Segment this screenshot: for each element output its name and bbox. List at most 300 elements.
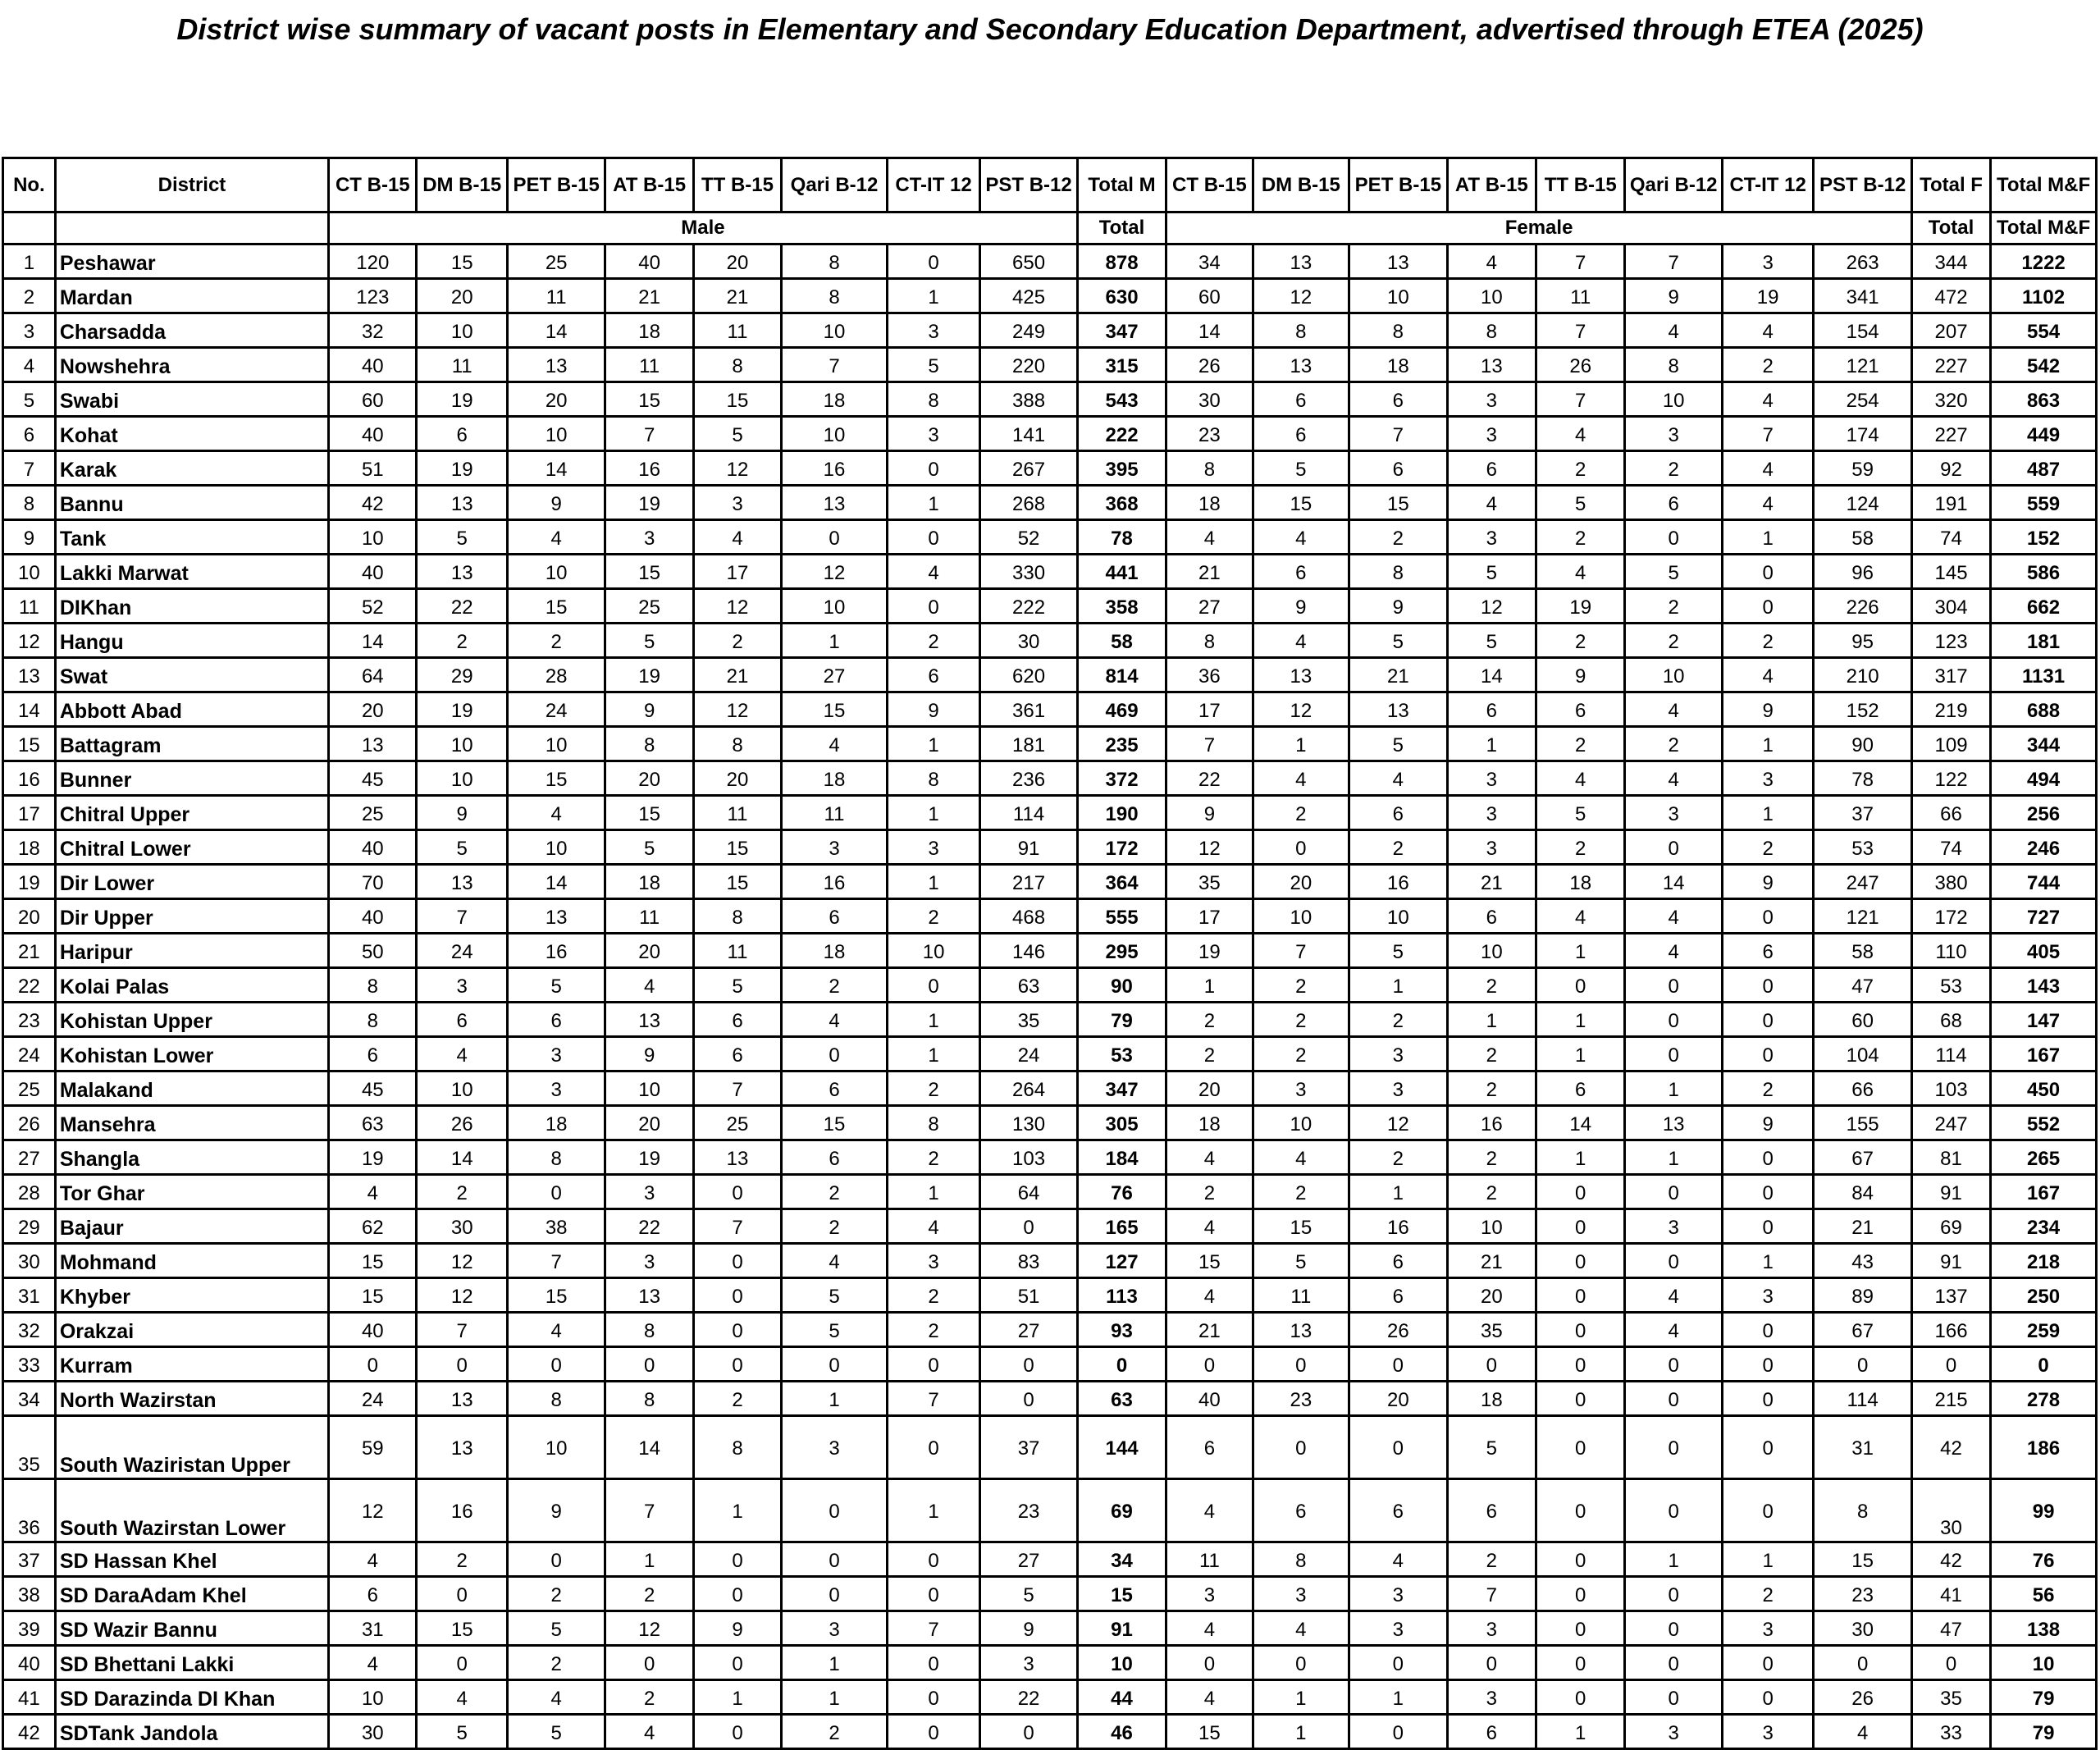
total-male: 10 bbox=[1077, 1646, 1166, 1680]
female-value: 12 bbox=[1447, 589, 1536, 624]
total-male: 630 bbox=[1077, 279, 1166, 313]
female-value: 20 bbox=[1447, 1278, 1536, 1313]
header-male-col: CT B-15 bbox=[329, 158, 417, 212]
row-number: 9 bbox=[3, 520, 56, 555]
female-value: 9 bbox=[1722, 1106, 1813, 1140]
female-value: 21 bbox=[1814, 1209, 1912, 1244]
header-male-col: TT B-15 bbox=[693, 158, 781, 212]
total-female: 91 bbox=[1911, 1244, 1990, 1278]
female-value: 34 bbox=[1166, 244, 1253, 279]
header-total-m: Total M bbox=[1077, 158, 1166, 212]
district-name: Tor Ghar bbox=[55, 1175, 328, 1209]
male-value: 0 bbox=[693, 1715, 781, 1749]
male-value: 15 bbox=[782, 692, 888, 727]
male-value: 51 bbox=[980, 1278, 1078, 1313]
female-value: 3 bbox=[1349, 1577, 1448, 1611]
male-value: 13 bbox=[417, 1382, 507, 1416]
female-value: 11 bbox=[1253, 1278, 1349, 1313]
female-value: 19 bbox=[1166, 934, 1253, 968]
female-value: 2 bbox=[1253, 796, 1349, 830]
male-value: 25 bbox=[329, 796, 417, 830]
male-value: 19 bbox=[605, 658, 693, 692]
female-value: 4 bbox=[1625, 692, 1723, 727]
row-number: 20 bbox=[3, 899, 56, 934]
male-value: 8 bbox=[605, 727, 693, 761]
female-value: 67 bbox=[1814, 1140, 1912, 1175]
female-value: 19 bbox=[1536, 589, 1625, 624]
female-value: 1 bbox=[1349, 968, 1448, 1003]
table-row bbox=[3, 1715, 2097, 1749]
female-value: 0 bbox=[1625, 1416, 1723, 1479]
total-female: 91 bbox=[1911, 1175, 1990, 1209]
table-row bbox=[3, 1646, 2097, 1680]
total-male: 44 bbox=[1077, 1680, 1166, 1715]
total-female: 53 bbox=[1911, 968, 1990, 1003]
female-value: 26 bbox=[1349, 1313, 1448, 1347]
total-male-female: 278 bbox=[1991, 1382, 2097, 1416]
female-value: 6 bbox=[1349, 1278, 1448, 1313]
female-value: 7 bbox=[1253, 934, 1349, 968]
female-value: 1 bbox=[1625, 1140, 1723, 1175]
female-value: 8 bbox=[1166, 451, 1253, 486]
male-value: 12 bbox=[329, 1479, 417, 1542]
male-value: 1 bbox=[887, 1479, 979, 1542]
male-value: 0 bbox=[417, 1577, 507, 1611]
total-male: 79 bbox=[1077, 1003, 1166, 1037]
female-value: 6 bbox=[1349, 1244, 1448, 1278]
total-male: 372 bbox=[1077, 761, 1166, 796]
header-male-col: PET B-15 bbox=[507, 158, 605, 212]
district-name: Khyber bbox=[55, 1278, 328, 1313]
district-name: Haripur bbox=[55, 934, 328, 968]
female-value: 8 bbox=[1166, 624, 1253, 658]
male-value: 10 bbox=[417, 727, 507, 761]
male-value: 15 bbox=[417, 1611, 507, 1646]
total-female: 92 bbox=[1911, 451, 1990, 486]
male-value: 19 bbox=[417, 382, 507, 417]
row-number: 19 bbox=[3, 865, 56, 899]
female-value: 4 bbox=[1722, 451, 1813, 486]
male-value: 13 bbox=[507, 899, 605, 934]
male-value: 8 bbox=[605, 1313, 693, 1347]
district-name: Chitral Upper bbox=[55, 796, 328, 830]
male-value: 9 bbox=[507, 1479, 605, 1542]
female-value: 13 bbox=[1447, 348, 1536, 382]
male-value: 15 bbox=[693, 382, 781, 417]
district-name: Dir Lower bbox=[55, 865, 328, 899]
female-value: 3 bbox=[1447, 796, 1536, 830]
female-value: 3 bbox=[1447, 417, 1536, 451]
male-value: 2 bbox=[887, 1140, 979, 1175]
female-value: 0 bbox=[1447, 1646, 1536, 1680]
male-value: 5 bbox=[605, 624, 693, 658]
male-value: 0 bbox=[782, 1577, 888, 1611]
row-number: 25 bbox=[3, 1071, 56, 1106]
female-value: 4 bbox=[1447, 486, 1536, 520]
female-value: 0 bbox=[1536, 1175, 1625, 1209]
table-row bbox=[3, 382, 2097, 417]
female-value: 0 bbox=[1625, 1646, 1723, 1680]
female-value: 66 bbox=[1814, 1071, 1912, 1106]
male-value: 30 bbox=[329, 1715, 417, 1749]
table-row bbox=[3, 1416, 2097, 1479]
male-value: 52 bbox=[980, 520, 1078, 555]
total-male: 395 bbox=[1077, 451, 1166, 486]
male-value: 13 bbox=[417, 486, 507, 520]
female-value: 154 bbox=[1814, 313, 1912, 348]
male-value: 16 bbox=[507, 934, 605, 968]
male-value: 0 bbox=[693, 1313, 781, 1347]
male-value: 0 bbox=[887, 451, 979, 486]
total-female: 145 bbox=[1911, 555, 1990, 589]
district-name: Lakki Marwat bbox=[55, 555, 328, 589]
male-value: 6 bbox=[887, 658, 979, 692]
male-value: 11 bbox=[605, 899, 693, 934]
male-value: 6 bbox=[693, 1037, 781, 1071]
male-value: 5 bbox=[782, 1313, 888, 1347]
district-name: Bunner bbox=[55, 761, 328, 796]
male-value: 2 bbox=[887, 1278, 979, 1313]
female-value: 14 bbox=[1536, 1106, 1625, 1140]
total-female: 227 bbox=[1911, 417, 1990, 451]
male-value: 40 bbox=[329, 417, 417, 451]
female-value: 0 bbox=[1625, 1175, 1723, 1209]
row-number: 33 bbox=[3, 1347, 56, 1382]
female-value: 152 bbox=[1814, 692, 1912, 727]
male-value: 7 bbox=[887, 1382, 979, 1416]
male-value: 35 bbox=[980, 1003, 1078, 1037]
male-value: 7 bbox=[507, 1244, 605, 1278]
row-number: 26 bbox=[3, 1106, 56, 1140]
male-value: 12 bbox=[693, 451, 781, 486]
female-value: 0 bbox=[1536, 968, 1625, 1003]
male-value: 4 bbox=[887, 1209, 979, 1244]
header-female-col: TT B-15 bbox=[1536, 158, 1625, 212]
total-female: 191 bbox=[1911, 486, 1990, 520]
female-value: 19 bbox=[1722, 279, 1813, 313]
female-value: 12 bbox=[1253, 692, 1349, 727]
female-value: 0 bbox=[1722, 899, 1813, 934]
male-value: 0 bbox=[507, 1347, 605, 1382]
male-value: 3 bbox=[887, 830, 979, 865]
total-female: 114 bbox=[1911, 1037, 1990, 1071]
row-number: 3 bbox=[3, 313, 56, 348]
female-value: 4 bbox=[1625, 313, 1723, 348]
female-value: 1 bbox=[1536, 934, 1625, 968]
row-number: 6 bbox=[3, 417, 56, 451]
female-value: 6 bbox=[1349, 796, 1448, 830]
total-male-female: 138 bbox=[1991, 1611, 2097, 1646]
male-value: 2 bbox=[782, 1175, 888, 1209]
male-value: 6 bbox=[329, 1577, 417, 1611]
female-value: 0 bbox=[1536, 1209, 1625, 1244]
district-name: Shangla bbox=[55, 1140, 328, 1175]
table-row bbox=[3, 1140, 2097, 1175]
male-value: 7 bbox=[782, 348, 888, 382]
male-value: 0 bbox=[782, 1347, 888, 1382]
female-value: 4 bbox=[1166, 1479, 1253, 1542]
male-value: 0 bbox=[693, 1646, 781, 1680]
row-number: 35 bbox=[3, 1416, 56, 1479]
female-value: 37 bbox=[1814, 796, 1912, 830]
female-value: 0 bbox=[1722, 1140, 1813, 1175]
female-value: 0 bbox=[1625, 1479, 1723, 1542]
row-number: 8 bbox=[3, 486, 56, 520]
male-value: 9 bbox=[605, 1037, 693, 1071]
male-value: 24 bbox=[980, 1037, 1078, 1071]
female-value: 2 bbox=[1253, 968, 1349, 1003]
table-row bbox=[3, 968, 2097, 1003]
male-value: 0 bbox=[693, 1347, 781, 1382]
female-value: 4 bbox=[1253, 1140, 1349, 1175]
female-value: 0 bbox=[1253, 830, 1349, 865]
female-value: 16 bbox=[1349, 865, 1448, 899]
male-value: 8 bbox=[329, 1003, 417, 1037]
male-value: 141 bbox=[980, 417, 1078, 451]
male-value: 3 bbox=[605, 1244, 693, 1278]
female-value: 1 bbox=[1166, 968, 1253, 1003]
male-value: 8 bbox=[693, 899, 781, 934]
total-male-female: 494 bbox=[1991, 761, 2097, 796]
female-value: 247 bbox=[1814, 865, 1912, 899]
total-female: 68 bbox=[1911, 1003, 1990, 1037]
total-female: 207 bbox=[1911, 313, 1990, 348]
district-name: SD Wazir Bannu bbox=[55, 1611, 328, 1646]
male-value: 14 bbox=[507, 451, 605, 486]
female-value: 0 bbox=[1722, 968, 1813, 1003]
total-male-female: 405 bbox=[1991, 934, 2097, 968]
male-value: 17 bbox=[693, 555, 781, 589]
row-number: 7 bbox=[3, 451, 56, 486]
total-male-female: 256 bbox=[1991, 796, 2097, 830]
male-value: 3 bbox=[782, 1611, 888, 1646]
total-male-female: 79 bbox=[1991, 1680, 2097, 1715]
total-male: 90 bbox=[1077, 968, 1166, 1003]
total-male-female: 147 bbox=[1991, 1003, 2097, 1037]
female-value: 10 bbox=[1447, 279, 1536, 313]
female-value: 21 bbox=[1166, 555, 1253, 589]
row-number: 23 bbox=[3, 1003, 56, 1037]
male-value: 1 bbox=[782, 1382, 888, 1416]
male-value: 0 bbox=[980, 1347, 1078, 1382]
group-header-row bbox=[3, 212, 2097, 244]
male-value: 63 bbox=[329, 1106, 417, 1140]
female-value: 6 bbox=[1536, 692, 1625, 727]
district-name: South Waziristan Upper bbox=[55, 1416, 328, 1479]
male-value: 13 bbox=[329, 727, 417, 761]
total-female: 41 bbox=[1911, 1577, 1990, 1611]
male-value: 217 bbox=[980, 865, 1078, 899]
header-female-col: CT-IT 12 bbox=[1722, 158, 1813, 212]
female-value: 4 bbox=[1536, 761, 1625, 796]
female-value: 2 bbox=[1447, 1542, 1536, 1577]
male-value: 15 bbox=[329, 1244, 417, 1278]
row-number: 4 bbox=[3, 348, 56, 382]
male-value: 7 bbox=[417, 899, 507, 934]
row-number: 36 bbox=[3, 1479, 56, 1542]
male-value: 40 bbox=[329, 555, 417, 589]
male-value: 8 bbox=[782, 244, 888, 279]
table-row bbox=[3, 1106, 2097, 1140]
total-male-female: 259 bbox=[1991, 1313, 2097, 1347]
female-value: 21 bbox=[1447, 1244, 1536, 1278]
female-value: 11 bbox=[1536, 279, 1625, 313]
total-male-female: 1102 bbox=[1991, 279, 2097, 313]
male-value: 0 bbox=[693, 1244, 781, 1278]
header-total-f: Total F bbox=[1911, 158, 1990, 212]
male-value: 5 bbox=[693, 417, 781, 451]
total-male-female: 744 bbox=[1991, 865, 2097, 899]
female-value: 0 bbox=[1722, 1003, 1813, 1037]
male-value: 15 bbox=[507, 1278, 605, 1313]
female-value: 21 bbox=[1349, 658, 1448, 692]
female-value: 6 bbox=[1625, 486, 1723, 520]
district-name: Karak bbox=[55, 451, 328, 486]
total-male: 184 bbox=[1077, 1140, 1166, 1175]
district-name: SD Bhettani Lakki bbox=[55, 1646, 328, 1680]
female-value: 341 bbox=[1814, 279, 1912, 313]
female-value: 4 bbox=[1722, 658, 1813, 692]
header-total-mf: Total M&F bbox=[1991, 158, 2097, 212]
female-value: 90 bbox=[1814, 727, 1912, 761]
female-value: 2 bbox=[1447, 968, 1536, 1003]
male-value: 249 bbox=[980, 313, 1078, 348]
female-value: 7 bbox=[1722, 417, 1813, 451]
female-value: 23 bbox=[1253, 1382, 1349, 1416]
male-value: 6 bbox=[507, 1003, 605, 1037]
male-value: 6 bbox=[329, 1037, 417, 1071]
total-female: 344 bbox=[1911, 244, 1990, 279]
female-value: 8 bbox=[1253, 313, 1349, 348]
male-value: 5 bbox=[887, 348, 979, 382]
female-value: 0 bbox=[1536, 1347, 1625, 1382]
female-value: 0 bbox=[1722, 1037, 1813, 1071]
female-value: 4 bbox=[1625, 761, 1723, 796]
total-female: 227 bbox=[1911, 348, 1990, 382]
male-value: 2 bbox=[782, 1209, 888, 1244]
table-row bbox=[3, 1209, 2097, 1244]
female-value: 0 bbox=[1625, 1244, 1723, 1278]
district-name: SDTank Jandola bbox=[55, 1715, 328, 1749]
district-name: DIKhan bbox=[55, 589, 328, 624]
female-value: 0 bbox=[1536, 1577, 1625, 1611]
district-name: Abbott Abad bbox=[55, 692, 328, 727]
total-male: 295 bbox=[1077, 934, 1166, 968]
group-female: Female bbox=[1166, 212, 1912, 244]
male-value: 0 bbox=[507, 1175, 605, 1209]
female-value: 4 bbox=[1625, 934, 1723, 968]
female-value: 226 bbox=[1814, 589, 1912, 624]
female-value: 3 bbox=[1349, 1611, 1448, 1646]
row-number: 17 bbox=[3, 796, 56, 830]
male-value: 10 bbox=[417, 313, 507, 348]
male-value: 11 bbox=[693, 313, 781, 348]
female-value: 43 bbox=[1814, 1244, 1912, 1278]
header-district: District bbox=[55, 158, 328, 212]
male-value: 7 bbox=[887, 1611, 979, 1646]
male-value: 0 bbox=[887, 244, 979, 279]
female-value: 35 bbox=[1166, 865, 1253, 899]
male-value: 21 bbox=[693, 658, 781, 692]
female-value: 2 bbox=[1722, 1071, 1813, 1106]
female-value: 2 bbox=[1349, 1003, 1448, 1037]
table-row bbox=[3, 796, 2097, 830]
table-row bbox=[3, 1278, 2097, 1313]
male-value: 22 bbox=[605, 1209, 693, 1244]
male-value: 13 bbox=[417, 1416, 507, 1479]
male-value: 9 bbox=[417, 796, 507, 830]
table-row bbox=[3, 451, 2097, 486]
female-value: 7 bbox=[1625, 244, 1723, 279]
female-value: 0 bbox=[1722, 1479, 1813, 1542]
table-row bbox=[3, 417, 2097, 451]
male-value: 24 bbox=[329, 1382, 417, 1416]
male-value: 123 bbox=[329, 279, 417, 313]
female-value: 2 bbox=[1166, 1037, 1253, 1071]
table-row bbox=[3, 1542, 2097, 1577]
male-value: 22 bbox=[417, 589, 507, 624]
female-value: 4 bbox=[1166, 520, 1253, 555]
female-value: 8 bbox=[1253, 1542, 1349, 1577]
total-male: 878 bbox=[1077, 244, 1166, 279]
male-value: 2 bbox=[693, 624, 781, 658]
female-value: 0 bbox=[1349, 1646, 1448, 1680]
male-value: 9 bbox=[693, 1611, 781, 1646]
male-value: 16 bbox=[782, 865, 888, 899]
male-value: 3 bbox=[887, 1244, 979, 1278]
table-row bbox=[3, 624, 2097, 658]
female-value: 4 bbox=[1253, 761, 1349, 796]
female-value: 0 bbox=[1722, 555, 1813, 589]
male-value: 13 bbox=[693, 1140, 781, 1175]
female-value: 0 bbox=[1625, 520, 1723, 555]
female-value: 21 bbox=[1447, 865, 1536, 899]
female-value: 47 bbox=[1814, 968, 1912, 1003]
male-value: 40 bbox=[329, 348, 417, 382]
table-row bbox=[3, 830, 2097, 865]
female-value: 0 bbox=[1722, 1680, 1813, 1715]
header-female-col: DM B-15 bbox=[1253, 158, 1349, 212]
female-value: 7 bbox=[1447, 1577, 1536, 1611]
female-value: 31 bbox=[1814, 1416, 1912, 1479]
male-value: 40 bbox=[329, 830, 417, 865]
male-value: 2 bbox=[507, 1646, 605, 1680]
male-value: 52 bbox=[329, 589, 417, 624]
male-value: 51 bbox=[329, 451, 417, 486]
female-value: 8 bbox=[1447, 313, 1536, 348]
total-male-female: 76 bbox=[1991, 1542, 2097, 1577]
female-value: 2 bbox=[1722, 830, 1813, 865]
male-value: 1 bbox=[887, 486, 979, 520]
total-male-female: 167 bbox=[1991, 1175, 2097, 1209]
male-value: 6 bbox=[417, 1003, 507, 1037]
female-value: 18 bbox=[1447, 1382, 1536, 1416]
female-value: 2 bbox=[1349, 1140, 1448, 1175]
female-value: 0 bbox=[1625, 1680, 1723, 1715]
male-value: 15 bbox=[417, 244, 507, 279]
row-number: 27 bbox=[3, 1140, 56, 1175]
male-value: 12 bbox=[417, 1278, 507, 1313]
female-value: 1 bbox=[1349, 1680, 1448, 1715]
table-row bbox=[3, 486, 2097, 520]
total-female: 47 bbox=[1911, 1611, 1990, 1646]
female-value: 3 bbox=[1349, 1071, 1448, 1106]
male-value: 0 bbox=[507, 1542, 605, 1577]
female-value: 53 bbox=[1814, 830, 1912, 865]
male-value: 0 bbox=[693, 1542, 781, 1577]
female-value: 18 bbox=[1166, 486, 1253, 520]
total-male: 358 bbox=[1077, 589, 1166, 624]
